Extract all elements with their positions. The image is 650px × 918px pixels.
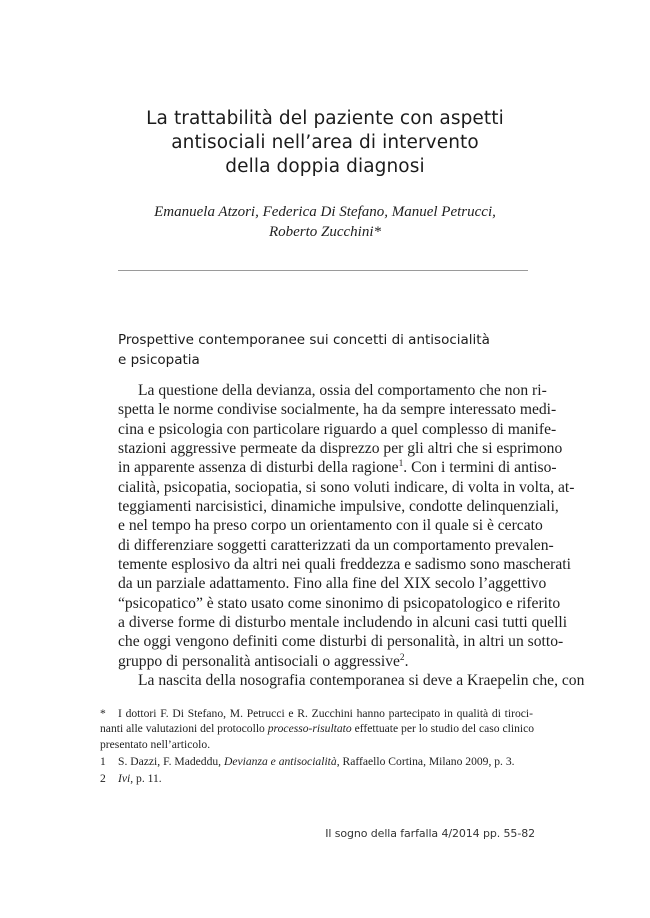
title-line: antisociali nell’area di intervento [171,132,479,153]
footnote-text-run: , p. 11. [130,772,162,786]
body-line: stazioni aggressive permeate da disprezzo per gli altri che si esprimono [118,440,563,458]
body-line: La nascita della nosografia contemporanea si deve a Kraepelin che, con [138,672,585,690]
footnote-marker: * [100,707,106,720]
title-line: della doppia diagnosi [225,156,425,177]
body-line-text: in apparente assenza di disturbi della ragione [118,459,399,477]
footnote-text-run: S. Dazzi, F. Madeddu, [118,754,224,768]
footnote-italic: Ivi [118,772,131,786]
footnote-ref: 2 [399,652,405,663]
section-heading-line: e psicopatia [118,352,200,368]
body-line: “psicopatico” è stato usato come sinonimo di psicopatologico e riferito [118,594,561,612]
footnote-star [100,706,533,752]
footnote-italic: processo-risultato [267,722,352,736]
body-line-text: gruppo di personalità antisociali o aggressive [118,652,400,670]
body-line: cialità, psicopatia, sociopatia, si sono voluti indicare, di volta in volta, at- [118,478,575,496]
footnote-marker: 1 [100,754,106,768]
body-line: da un parziale adattamento. Fino alla fine del XIX secolo l’aggettivo [118,575,547,593]
footnote-marker: 2 [100,772,106,786]
footnote-line: presentato nell’articolo. [100,737,211,751]
body-line: che oggi vengono definiti come disturbi di personalità, in altri un sotto- [118,633,564,651]
body-line: cina e psicologia con particolare riguardo a quel complesso di manife- [118,420,557,438]
footnote-line [100,721,533,736]
title-line: La trattabilità del paziente con aspetti [146,108,504,129]
body-line: temente esplosivo da altri nei quali freddezza e sadismo sono mascherati [118,556,571,574]
authors-line: Emanuela Atzori, Federica Di Stefano, Manuel Petrucci, [154,204,496,220]
body-line-text: . Con i termini di antiso- [403,459,557,477]
section-heading [118,330,538,370]
body-line [118,381,547,400]
footnote-text [100,706,533,752]
footnote-text-run: effettuate per lo studio del caso clinico [351,722,535,736]
running-footer: Il sogno della farfalla 4/2014 pp. 55-82 [325,827,535,840]
footnote-text [100,754,533,769]
footnote-2 [100,771,533,786]
footnote-italic: Devianza e antisocialità [223,754,337,768]
article-title [110,107,540,179]
body-line: a diverse forme di disturbo mentale includendo in alcuni casi tutti quelli [118,614,568,632]
section-heading-line: Prospettive contemporanee sui concetti di antisocialità [118,332,490,348]
footnote-line [118,754,533,769]
body-line: teggiamenti narcisistici, dinamiche impulsive, condotte delinquenziali, [118,498,559,516]
footnote-text [100,771,533,786]
authors-line: Roberto Zucchini* [268,224,382,240]
body-line [118,652,533,671]
footnote-text-run: nanti alle valutazioni del protocollo [100,722,268,736]
body-line: spetta le norme condivise socialmente, ha da sempre interessato medi- [118,401,557,419]
footnote-1 [100,754,533,769]
body-line-text: La questione della devianza, ossia del comportamento che non ri- [138,382,547,399]
footnote-line: I dottori F. Di Stefano, M. Petrucci e R. Zucchini hanno partecipato in qualità di tiroci- [118,707,533,720]
body-line: di differenziare soggetti caratterizzati da un comportamento prevalen- [118,536,554,554]
title-divider [118,270,528,271]
body-line [118,458,557,477]
footnotes [100,706,533,786]
footnote-text-run: , Raffaello Cortina, Milano 2009, p. 3. [336,754,515,768]
body-text [118,381,585,691]
footnote-ref: 1 [398,459,404,470]
body-line: e nel tempo ha preso corpo un orientamento con il quale si è cercato [118,517,543,535]
footnote-line [118,771,533,786]
body-line-text: . [404,652,409,670]
authors [110,202,540,242]
